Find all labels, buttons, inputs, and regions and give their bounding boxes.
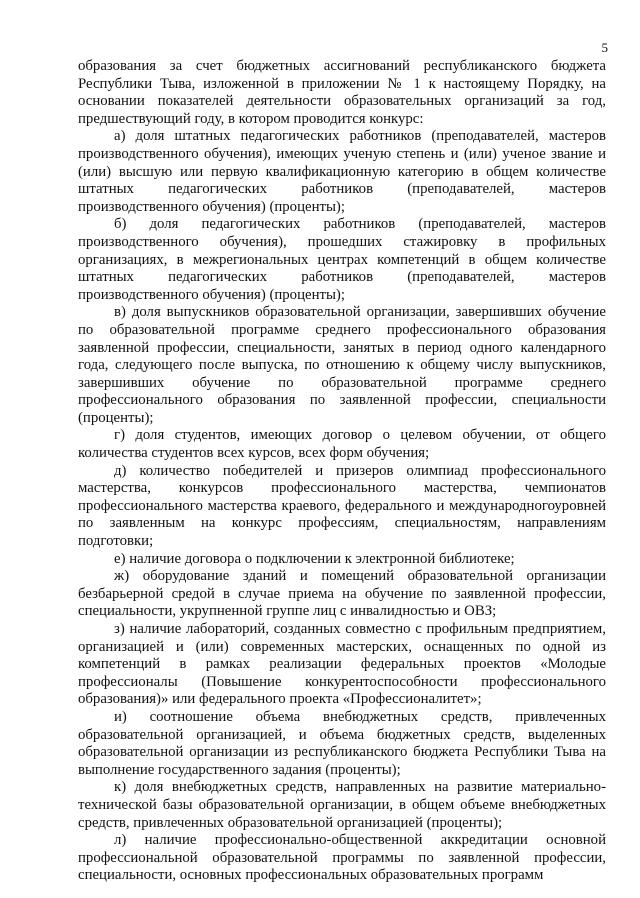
paragraph-item-zh: ж) оборудование зданий и помещений образовательной организации безбарьерной средой в случае приема на обучение по заявленной профессии, специальности, укрупненной группе лиц с инвалидностью и ОВЗ; — [78, 568, 606, 620]
paragraph-item-v: в) доля выпускников образовательной организации, завершивших обучение по образовательной программе среднего профессионального образования заявленной профессии, специальности, занятых в период одного календарного года, следующего после выпуска, по отношению к общему числу выпускников, завершивших обучение по образовательной программе среднего профессионального образования по заявленной профессии, специальности (проценты); — [78, 304, 606, 426]
paragraph-item-i: и) соотношение объема внебюджетных средств, привлеченных образовательной организацией, и объема бюджетных средств, выделенных образовательной организации из республиканского бюджета Республики Тыва на выполнение государственного задания (проценты); — [78, 708, 606, 778]
paragraph-item-l: л) наличие профессионально-общественной аккредитации основной профессиональной образовательной программы по заявленной профессии, специальности, основных профессиональных образовательных программ — [78, 832, 606, 884]
paragraph-intro: образования за счет бюджетных ассигнований республиканского бюджета Республики Тыва, изложенной в приложении № 1 к настоящему Порядку, на основании показателей деятельности образовательных организаций за год, предшествующий году, в котором проводится конкурс: — [78, 58, 606, 127]
page-number: 5 — [601, 40, 608, 55]
paragraph-item-k: к) доля внебюджетных средств, направленных на развитие материально-технической базы образовательной организации, в общем объеме внебюджетных средств, привлеченных образовательной организацией (проценты); — [78, 779, 606, 831]
paragraph-item-e: е) наличие договора о подключении к электронной библиотеке; — [114, 550, 515, 567]
paragraph-item-a: а) доля штатных педагогических работников (преподавателей, мастеров производственного обучения), имеющих ученую степень и (или) ученое звание и (или) высшую или первую квалификационную категорию в общем количестве штатных педагогических работников (преподавателей, мастеров производственного обучения) (проценты); — [78, 128, 606, 215]
document-body — [78, 58, 606, 885]
paragraph-item-g: г) доля студентов, имеющих договор о целевом обучении, от общего количества студентов всех курсов, всех форм обучения; — [78, 427, 606, 462]
paragraph-item-d: д) количество победителей и призеров олимпиад профессионального мастерства, конкурсов профессионального мастерства, чемпионатов профессионального мастерства краевого, федерального и международногоуровней по заявленным на конкурс профессиям, специальностям, направлениям подготовки; — [78, 462, 606, 550]
paragraph-item-b: б) доля педагогических работников (преподавателей, мастеров производственного обучения), прошедших стажировку в профильных организациях, в межрегиональных центрах компетенций в общем количестве штатных педагогических работников (преподавателей, мастеров производственного обучения) (проценты); — [78, 216, 606, 303]
paragraph-item-z: з) наличие лабораторий, созданных совместно с профильным предприятием, организацией и (или) современных мастерских, оснащенных по одной из компетенций в рамках реализации федеральных проектов «Молодые профессионалы (Повышение конкурентоспособности профессионального образования)» или федерального проекта «Профессионалитет»; — [78, 621, 606, 708]
